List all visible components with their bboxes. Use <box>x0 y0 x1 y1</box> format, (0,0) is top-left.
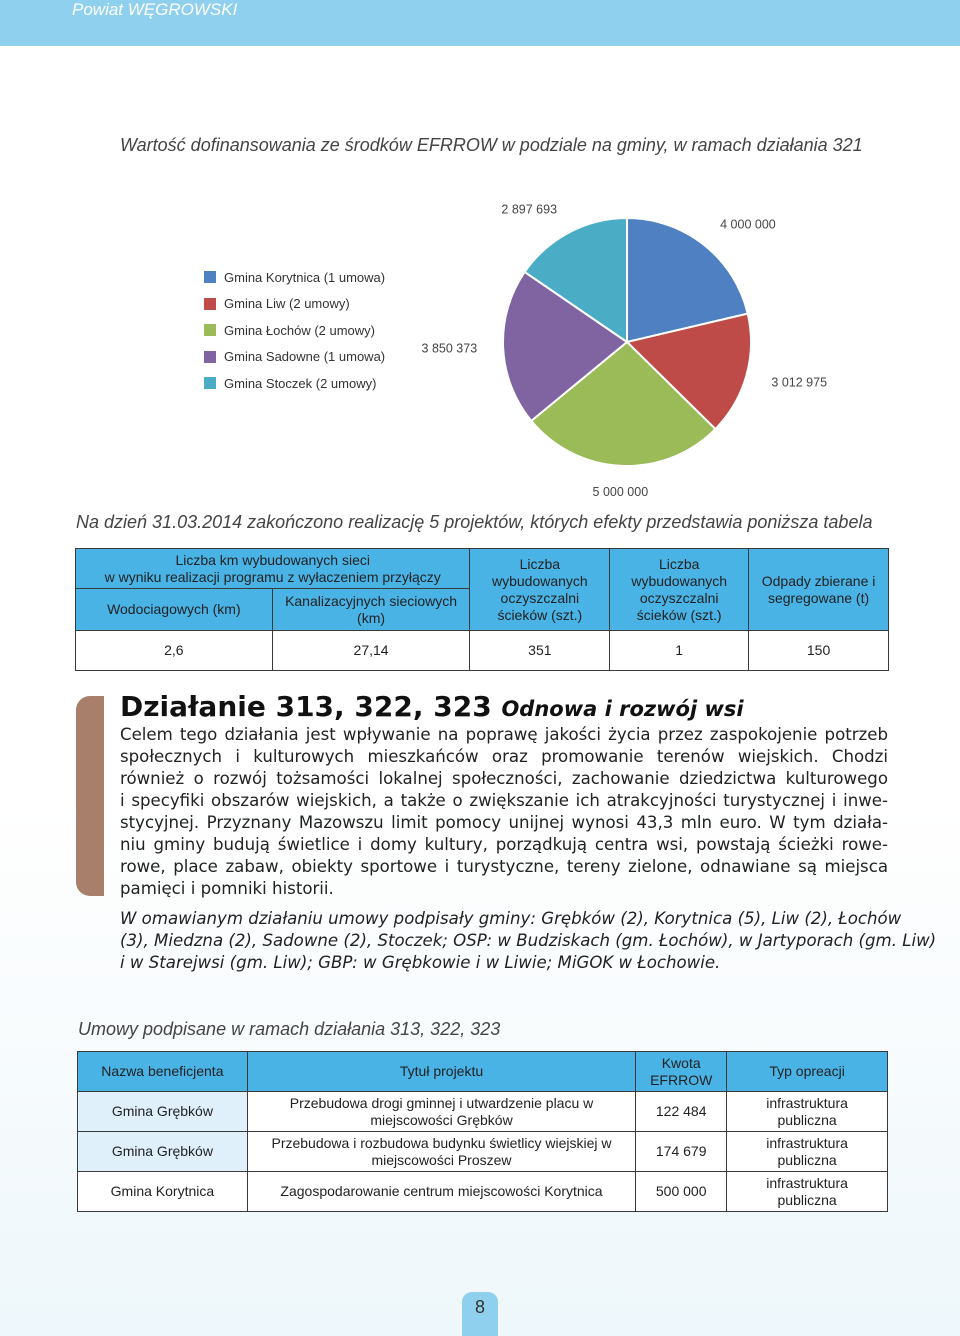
table-cell <box>727 1172 888 1212</box>
legend-label: Gmina Sadowne (1 umowa) <box>224 349 386 365</box>
section-italic-body <box>120 908 937 974</box>
body-line: również o rozwój tożsamości lokalnej społeczności, zachowanie dziedzictwa kulturowego <box>120 769 888 788</box>
group-header-line: w wyniku realizacji programu z wyłaczeniem przyłączy <box>104 568 441 585</box>
cell-line: publiczna <box>777 1111 837 1128</box>
table-cell <box>247 1132 635 1172</box>
table-cell: Gmina Grębków <box>78 1132 248 1172</box>
legend-item <box>204 264 385 291</box>
table-cell: 351 <box>470 631 610 671</box>
legend-item <box>204 344 385 371</box>
table2-heading: Umowy podpisane w ramach działania 313, 322, 323 <box>78 1019 501 1039</box>
pie-value-label: 5 000 000 <box>592 484 649 499</box>
col-header: Nazwa beneficjenta <box>78 1052 248 1092</box>
legend-label: Gmina Liw (2 umowy) <box>224 296 350 312</box>
cell-line: publiczna <box>777 1191 837 1208</box>
table-cell <box>727 1132 888 1172</box>
legend-swatch <box>204 298 216 310</box>
group-header <box>76 549 470 589</box>
col-header-line: Kwota <box>661 1054 701 1071</box>
chart-heading: Wartość dofinansowania ze środków EFRROW w podziale na gminy, w ramach działania 321 <box>120 135 863 155</box>
results-table <box>75 548 889 671</box>
section-subtitle: Odnowa i rozwój wsi <box>501 697 744 721</box>
cell-line: infrastruktura <box>766 1134 848 1151</box>
legend-label: Gmina Łochów (2 umowy) <box>224 322 375 338</box>
table-cell: Zagospodarowanie centrum miejscowości Korytnica <box>247 1172 635 1212</box>
sub-header-water: Wodociagowych (km) <box>76 589 273 631</box>
legend-label: Gmina Korytnica (1 umowa) <box>224 269 386 285</box>
section-title <box>120 690 744 723</box>
body-line: Celem tego działania jest wpływanie na poprawę jakości życia przez zaspokojenie potrzeb <box>120 725 888 744</box>
italic-line: W omawianym działaniu umowy podpisały gminy: Grębków (2), Korytnica (5), Liw (2), Łochów <box>120 909 902 928</box>
table-cell <box>247 1092 635 1132</box>
table-cell: 122 484 <box>636 1092 727 1132</box>
body-line: stycyjnej. Przyznany Mazowszu limit pomocy unijnej wynosi 43,3 mln euro. W tym działa- <box>120 813 888 832</box>
table-cell: Gmina Grębków <box>78 1092 248 1132</box>
pie-chart <box>0 190 960 500</box>
cell-line: infrastruktura <box>766 1174 848 1191</box>
pie-value-label: 2 897 693 <box>501 202 558 217</box>
legend-swatch <box>204 351 216 363</box>
pie-value-label: 3 012 975 <box>771 375 828 390</box>
col-header <box>470 549 610 631</box>
col-header-line: ścieków (szt.) <box>636 606 722 623</box>
col-header-line: oczyszczalni <box>639 589 719 606</box>
body-line: i specyfiki obszarów wiejskich, a także o zwiększanie ich atrakcyjności turystycznej i inwe- <box>120 791 888 810</box>
legend-swatch <box>204 377 216 389</box>
table-cell: 2,6 <box>76 631 273 671</box>
sub-header-sewer <box>272 589 470 631</box>
col-header-line: ścieków (szt.) <box>497 606 583 623</box>
col-header-line: oczyszczalni <box>500 589 580 606</box>
col-header <box>749 549 889 631</box>
cell-line: miejscowości Proszew <box>371 1151 512 1168</box>
italic-line: i w Starejwsi (gm. Liw); GBP: w Grębkowie i w Liwie; MiGOK w Łochowie. <box>120 953 721 972</box>
section-body <box>120 724 888 900</box>
legend-item <box>204 317 385 344</box>
col-header <box>610 549 749 631</box>
body-line: rowe, place zabaw, obiekty sportowe i turystyczne, tereny zielone, odnawiane są miejsca <box>120 857 888 876</box>
body-line: niu gminy budują świetlice i domy kultury, porządkują centra wsi, powstają ścieżki rowe- <box>120 835 888 854</box>
table-cell: Gmina Korytnica <box>78 1172 248 1212</box>
body-line: pamięci i pomniki historii. <box>120 879 334 898</box>
cell-line: publiczna <box>777 1151 837 1168</box>
intro-text: Na dzień 31.03.2014 zakończono realizację 5 projektów, których efekty przedstawia poniższa tabela <box>76 512 873 532</box>
contracts-table <box>77 1051 888 1212</box>
table-cell: 500 000 <box>636 1172 727 1212</box>
chart-legend <box>204 264 385 397</box>
table-cell: 27,14 <box>272 631 470 671</box>
section-accent-bar <box>76 696 104 896</box>
col-header-line: Liczba <box>658 555 700 572</box>
cell-line: infrastruktura <box>766 1094 848 1111</box>
italic-line: (3), Miedzna (2), Sadowne (2), Stoczek; OSP: w Budziskach (gm. Łochów), w Jartyporach (gm. Liw) <box>120 931 937 950</box>
cell-line: Przebudowa drogi gminnej i utwardzenie placu w <box>289 1094 594 1111</box>
pie-value-label: 3 850 373 <box>421 341 478 356</box>
col-header-line: segregowane (t) <box>767 590 870 606</box>
body-line: społecznych i kulturowych mieszkańców oraz promowanie terenów wiejskich. Chodzi <box>120 747 888 766</box>
pie-value-label: 4 000 000 <box>720 217 776 232</box>
table-cell: 150 <box>749 631 889 671</box>
sub-header-line: Kanalizacyjnych sieciowych <box>285 592 458 609</box>
table-row <box>78 1172 888 1212</box>
header-title: Powiat WĘGROWSKI <box>72 0 238 19</box>
table-cell <box>727 1092 888 1132</box>
col-header-line: wybudowanych <box>631 572 728 589</box>
table-cell: 174 679 <box>636 1132 727 1172</box>
col-header-line: EFRROW <box>650 1071 713 1088</box>
legend-label: Gmina Stoczek (2 umowy) <box>224 375 377 391</box>
group-header-line: Liczba km wybudowanych sieci <box>175 551 370 568</box>
col-header <box>636 1052 727 1092</box>
table-row <box>78 1092 888 1132</box>
col-header: Tytuł projektu <box>247 1052 635 1092</box>
col-header-line: Odpady zbierane i <box>761 573 876 589</box>
sub-header-line: (km) <box>357 609 386 626</box>
table-row <box>78 1132 888 1172</box>
page-number: 8 <box>462 1292 498 1336</box>
legend-item <box>204 370 385 397</box>
col-header: Typ opreacji <box>727 1052 888 1092</box>
cell-line: miejscowości Grębków <box>370 1111 513 1128</box>
legend-swatch <box>204 271 216 283</box>
col-header-line: Liczba <box>519 555 561 572</box>
legend-item <box>204 291 385 318</box>
legend-swatch <box>204 324 216 336</box>
cell-line: Przebudowa i rozbudowa budynku świetlicy wiejskiej w <box>271 1134 612 1151</box>
section-title-main: Działanie 313, 322, 323 <box>120 690 492 723</box>
col-header-line: wybudowanych <box>491 572 588 589</box>
table-cell: 1 <box>610 631 749 671</box>
